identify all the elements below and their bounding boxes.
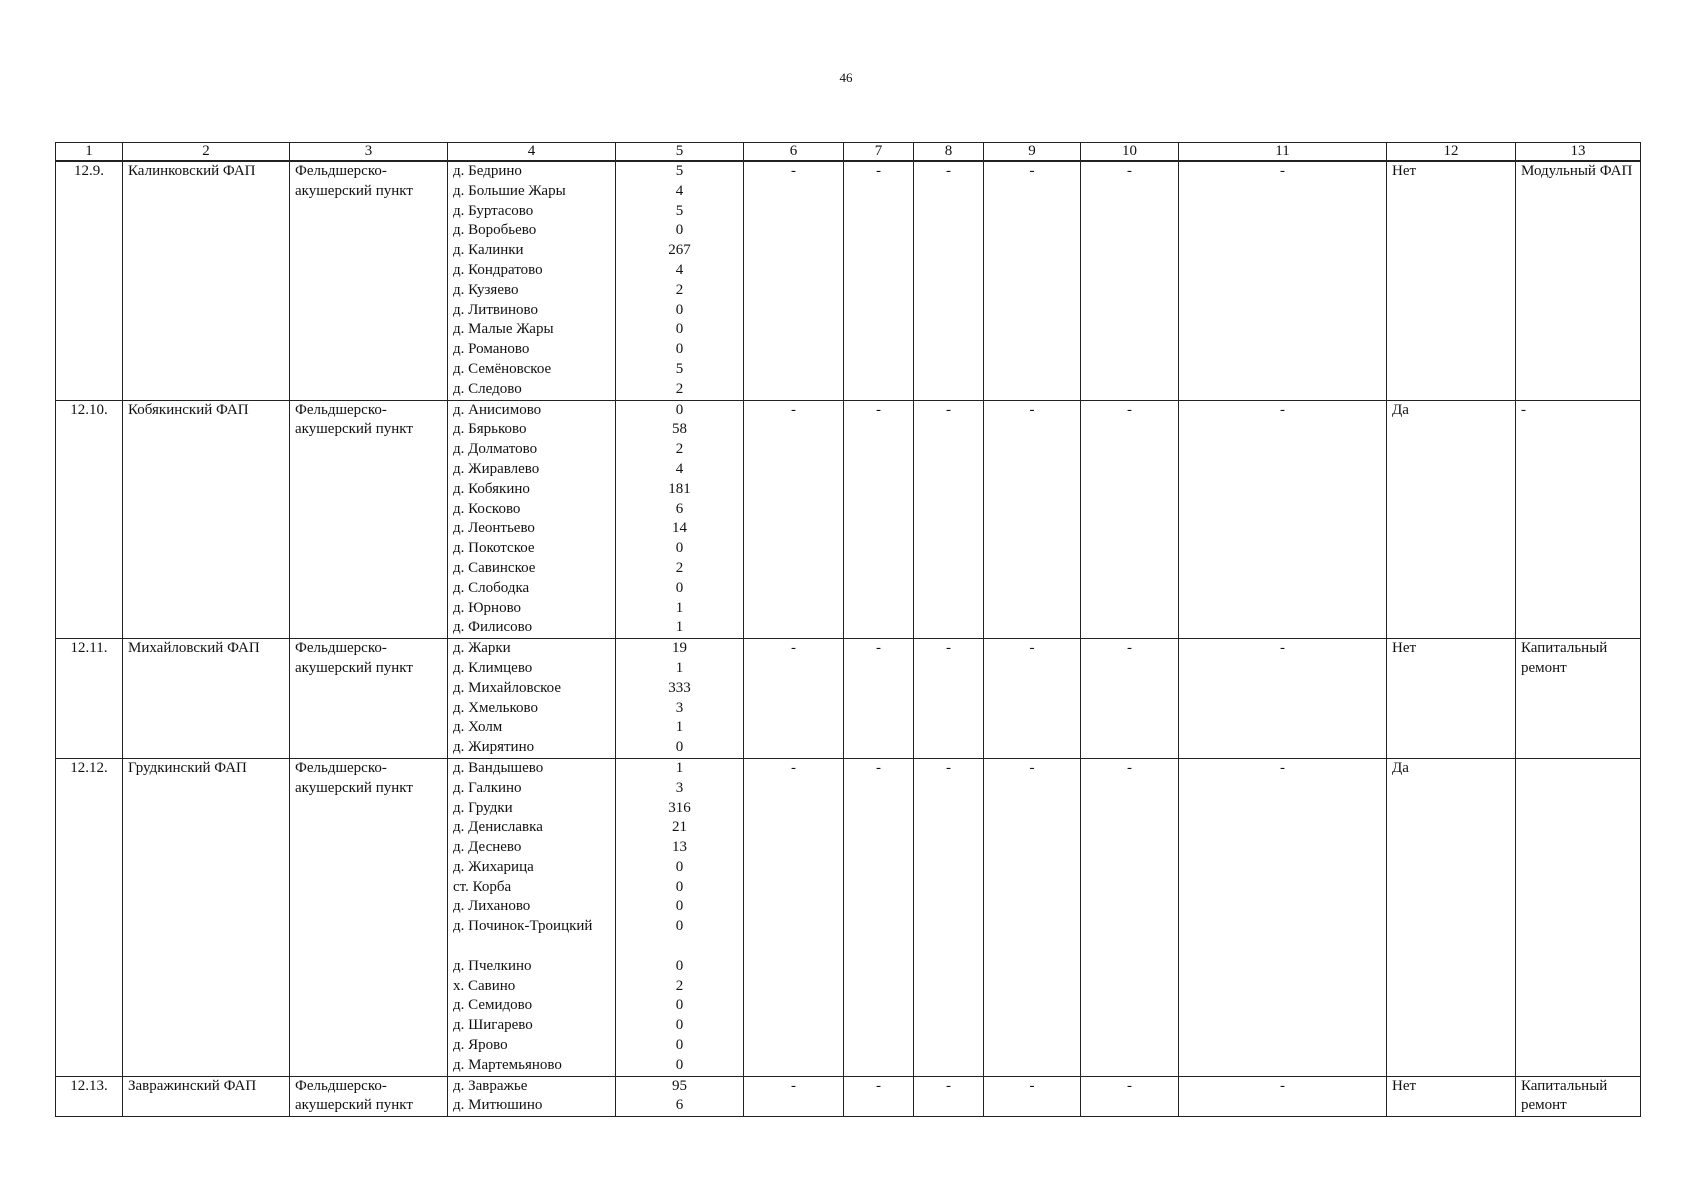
settlement-name: д. Кузяево xyxy=(453,281,519,298)
settlement-name: д. Галкино xyxy=(453,779,522,796)
column-7-value: - xyxy=(844,758,914,1076)
settlement-name: д. Жиравлево xyxy=(453,460,540,477)
population-cell xyxy=(616,758,744,1076)
settlement-name: д. Калинки xyxy=(453,242,524,259)
column-9-value: - xyxy=(984,400,1081,639)
table-row xyxy=(56,1076,1641,1117)
settlement-population: 3 xyxy=(675,779,684,796)
settlement-name: д. Савинское xyxy=(453,559,536,576)
row-number: 12.9. xyxy=(56,161,123,400)
settlement-name: д. Лиханово xyxy=(453,898,531,915)
settlement-name: д. Жарки xyxy=(453,640,511,657)
settlement-name: д. Филисово xyxy=(453,619,533,636)
settlement-name: д. Починок-Троицкий xyxy=(453,918,593,935)
table-row xyxy=(56,161,1641,400)
column-9-value: - xyxy=(984,758,1081,1076)
table-body xyxy=(56,161,1641,1117)
settlement-population: 333 xyxy=(668,679,691,696)
settlement-name: д. Воробьево xyxy=(453,222,537,239)
settlements-cell xyxy=(448,1076,616,1117)
settlement-name: д. Завражье xyxy=(453,1077,528,1094)
settlement-name: д. Литвиново xyxy=(453,301,539,318)
settlement-population: 1 xyxy=(675,719,684,736)
population-cell xyxy=(616,639,744,759)
settlements-cell xyxy=(448,639,616,759)
settlement-name: д. Бедрино xyxy=(453,163,522,179)
settlement-population: 0 xyxy=(675,1056,684,1073)
facility-type: Фельдшерско-акушерский пункт xyxy=(290,758,448,1076)
settlement-population: 4 xyxy=(675,182,684,199)
column-11-value: - xyxy=(1179,639,1387,759)
settlement-population: 58 xyxy=(672,421,687,438)
column-11-value: - xyxy=(1179,161,1387,400)
settlement-population: 0 xyxy=(675,739,684,756)
facilities-table xyxy=(55,142,1641,1117)
column-12-value: Нет xyxy=(1387,161,1516,400)
settlement-name: д. Большие Жары xyxy=(453,182,566,199)
population-cell xyxy=(616,1076,744,1117)
facility-name: Михайловский ФАП xyxy=(123,639,290,759)
settlement-population: 5 xyxy=(675,360,684,377)
settlement-population: 5 xyxy=(675,163,684,179)
settlement-name: д. Мартемьяново xyxy=(453,1056,562,1073)
row-number: 12.10. xyxy=(56,400,123,639)
settlement-population: 1 xyxy=(675,759,684,776)
column-header-13: 13 xyxy=(1516,143,1641,162)
table-row xyxy=(56,400,1641,639)
settlement-name: д. Слободка xyxy=(453,579,530,596)
column-header-4: 4 xyxy=(448,143,616,162)
settlement-population: 0 xyxy=(675,1037,684,1054)
settlement-population: 316 xyxy=(668,799,691,816)
settlement-population: 0 xyxy=(675,540,684,557)
settlement-population: 0 xyxy=(675,898,684,915)
column-header-6: 6 xyxy=(744,143,844,162)
column-10-value: - xyxy=(1081,639,1179,759)
settlement-population: 13 xyxy=(672,839,687,856)
column-7-value: - xyxy=(844,161,914,400)
settlement-name: д. Буртасово xyxy=(453,202,534,219)
settlement-name: д. Анисимово xyxy=(453,401,542,418)
settlement-name: д. Леонтьево xyxy=(453,520,535,537)
settlement-name: д. Михайловское xyxy=(453,679,561,696)
settlement-population: 0 xyxy=(675,301,684,318)
column-10-value: - xyxy=(1081,400,1179,639)
column-13-value xyxy=(1516,758,1641,1076)
column-6-value: - xyxy=(744,639,844,759)
column-header-9: 9 xyxy=(984,143,1081,162)
facility-type: Фельдшерско-акушерский пункт xyxy=(290,639,448,759)
column-12-value: Да xyxy=(1387,758,1516,1076)
settlement-population: 0 xyxy=(675,321,684,338)
column-10-value: - xyxy=(1081,161,1179,400)
settlement-name: д. Вандышево xyxy=(453,759,544,776)
settlement-name: д. Холм xyxy=(453,719,503,736)
column-header-12: 12 xyxy=(1387,143,1516,162)
settlement-population: 267 xyxy=(668,242,691,259)
facility-type: Фельдшерско-акушерский пункт xyxy=(290,400,448,639)
column-8-value: - xyxy=(914,161,984,400)
settlement-name: д. Юрново xyxy=(453,599,522,616)
settlement-population: 0 xyxy=(675,341,684,358)
settlement-name: х. Савино xyxy=(453,977,516,994)
column-8-value: - xyxy=(914,639,984,759)
settlement-name: д. Кондратово xyxy=(453,261,543,278)
facility-type: Фельдшерско-акушерский пункт xyxy=(290,1076,448,1117)
column-13-value: Капитальный ремонт xyxy=(1516,1076,1641,1117)
column-header-1: 1 xyxy=(56,143,123,162)
page-number: 46 xyxy=(839,70,853,85)
column-8-value: - xyxy=(914,400,984,639)
settlement-population: 2 xyxy=(675,977,684,994)
settlement-name: д. Шигарево xyxy=(453,1017,533,1034)
facility-name: Калинковский ФАП xyxy=(123,161,290,400)
settlement-name: д. Кобякино xyxy=(453,480,530,497)
settlement-population: 4 xyxy=(675,261,684,278)
column-13-value: - xyxy=(1516,400,1641,639)
settlement-name: д. Грудки xyxy=(453,799,513,816)
column-7-value: - xyxy=(844,1076,914,1117)
facility-type: Фельдшерско-акушерский пункт xyxy=(290,161,448,400)
settlement-population: 0 xyxy=(675,878,684,895)
settlement-population: 2 xyxy=(675,281,684,298)
column-header-2: 2 xyxy=(123,143,290,162)
table-row xyxy=(56,758,1641,1076)
settlement-population: 0 xyxy=(675,1017,684,1034)
column-11-value: - xyxy=(1179,758,1387,1076)
column-9-value: - xyxy=(984,161,1081,400)
settlement-name: ст. Корба xyxy=(453,878,512,895)
column-8-value: - xyxy=(914,758,984,1076)
column-11-value: - xyxy=(1179,1076,1387,1117)
settlement-population: 0 xyxy=(675,858,684,875)
settlement-population: 2 xyxy=(675,559,684,576)
column-7-value: - xyxy=(844,400,914,639)
settlement-name: д. Хмельково xyxy=(453,699,538,716)
column-12-value: Нет xyxy=(1387,1076,1516,1117)
column-13-value: Капитальный ремонт xyxy=(1516,639,1641,759)
column-9-value: - xyxy=(984,639,1081,759)
settlement-population: 0 xyxy=(675,918,684,935)
row-number: 12.13. xyxy=(56,1076,123,1117)
column-12-value: Нет xyxy=(1387,639,1516,759)
settlement-population: 5 xyxy=(675,202,684,219)
column-header-5: 5 xyxy=(616,143,744,162)
column-6-value: - xyxy=(744,400,844,639)
settlement-population: 2 xyxy=(675,380,684,397)
column-6-value: - xyxy=(744,161,844,400)
column-10-value: - xyxy=(1081,758,1179,1076)
column-header-3: 3 xyxy=(290,143,448,162)
settlements-cell xyxy=(448,758,616,1076)
column-7-value: - xyxy=(844,639,914,759)
settlement-name: д. Семёновское xyxy=(453,360,552,377)
settlement-population: 0 xyxy=(675,957,684,974)
settlement-population: 6 xyxy=(675,500,684,517)
settlement-name: д. Климцево xyxy=(453,659,533,676)
settlement-population: 95 xyxy=(672,1077,687,1094)
settlement-population: 0 xyxy=(675,222,684,239)
column-12-value: Да xyxy=(1387,400,1516,639)
settlement-name: д. Деснево xyxy=(453,839,522,856)
table-row xyxy=(56,639,1641,759)
facility-name: Грудкинский ФАП xyxy=(123,758,290,1076)
facility-name: Кобякинский ФАП xyxy=(123,400,290,639)
column-9-value: - xyxy=(984,1076,1081,1117)
settlement-population: 0 xyxy=(675,997,684,1014)
column-6-value: - xyxy=(744,758,844,1076)
settlement-name: д. Малые Жары xyxy=(453,321,554,338)
settlement-population: 3 xyxy=(675,699,684,716)
settlement-name: д. Дениславка xyxy=(453,819,543,836)
column-header-8: 8 xyxy=(914,143,984,162)
population-cell xyxy=(616,161,744,400)
settlement-population: 21 xyxy=(672,819,687,836)
settlement-population: 6 xyxy=(675,1097,684,1114)
settlement-population: 0 xyxy=(675,579,684,596)
settlement-population: 1 xyxy=(675,599,684,616)
population-cell xyxy=(616,400,744,639)
settlements-cell xyxy=(448,161,616,400)
header-row xyxy=(56,143,1641,162)
settlement-name: д. Долматово xyxy=(453,441,538,458)
column-11-value: - xyxy=(1179,400,1387,639)
settlement-name: д. Семидово xyxy=(453,997,533,1014)
settlement-name: д. Бярьково xyxy=(453,421,527,438)
column-13-value: Модульный ФАП xyxy=(1516,161,1641,400)
settlement-name: д. Митюшино xyxy=(453,1097,543,1114)
column-8-value: - xyxy=(914,1076,984,1117)
column-header-10: 10 xyxy=(1081,143,1179,162)
settlement-name: д. Покотское xyxy=(453,540,535,557)
settlement-name: д. Косково xyxy=(453,500,521,517)
row-number: 12.11. xyxy=(56,639,123,759)
settlement-population: 2 xyxy=(675,441,684,458)
settlement-name: д. Пчелкино xyxy=(453,957,532,974)
facility-name: Завражинский ФАП xyxy=(123,1076,290,1117)
row-number: 12.12. xyxy=(56,758,123,1076)
settlements-cell xyxy=(448,400,616,639)
column-header-7: 7 xyxy=(844,143,914,162)
settlement-name: д. Жирятино xyxy=(453,739,535,756)
settlement-population: 14 xyxy=(672,520,687,537)
settlement-population: 181 xyxy=(668,480,691,497)
settlement-population: 1 xyxy=(675,619,684,636)
settlement-population: 1 xyxy=(675,659,684,676)
settlement-name: д. Жихарица xyxy=(453,858,534,875)
settlement-population: 19 xyxy=(672,640,687,657)
settlement-name: д. Ярово xyxy=(453,1037,508,1054)
column-10-value: - xyxy=(1081,1076,1179,1117)
column-6-value: - xyxy=(744,1076,844,1117)
column-header-11: 11 xyxy=(1179,143,1387,162)
settlement-name: д. Романово xyxy=(453,341,530,358)
settlement-population: 4 xyxy=(675,460,684,477)
settlement-name: д. Следово xyxy=(453,380,522,397)
settlement-population: 0 xyxy=(675,401,684,418)
